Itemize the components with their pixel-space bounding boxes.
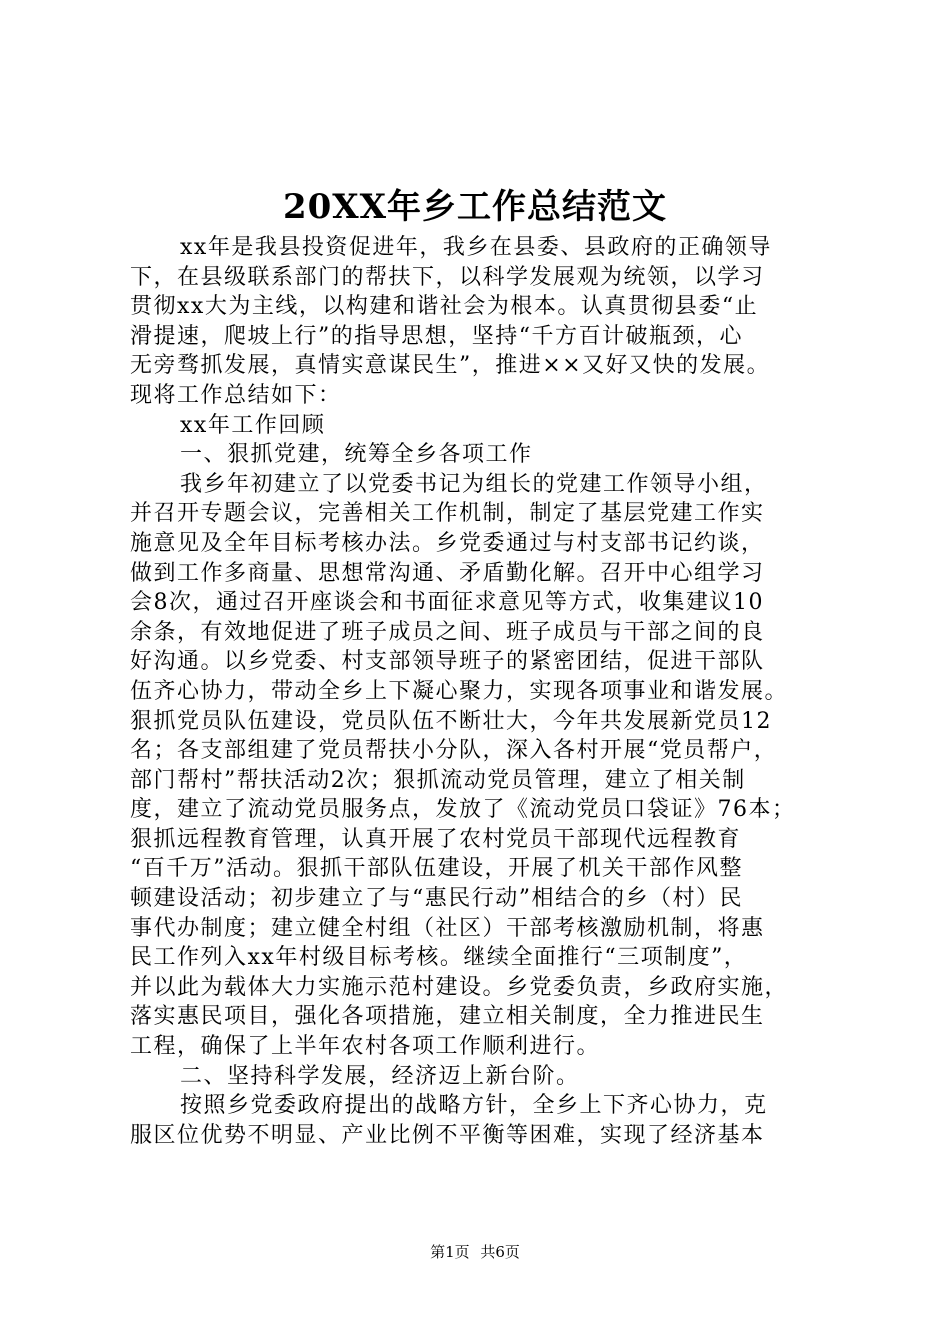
paragraph-line: 顿建设活动；初步建立了与“惠民行动”相结合的乡（村）民 — [130, 886, 743, 912]
paragraph-line: 民工作列入xx年村级目标考核。继续全面推行“三项制度”， — [130, 945, 748, 971]
section-heading: xx年工作回顾 — [180, 412, 326, 438]
page-footer — [0, 1242, 950, 1262]
paragraph-line: 工程，确保了上半年农村各项工作顺利进行。 — [130, 1034, 601, 1060]
paragraph-line: 并召开专题会议，完善相关工作机制，制定了基层党建工作实 — [130, 501, 765, 527]
paragraph-line: 事代办制度；建立健全村组（社区）干部考核激励机制，将惠 — [130, 915, 765, 941]
paragraph-line: 狠抓远程教育管理，认真开展了农村党员干部现代远程教育 — [130, 826, 742, 852]
paragraph-line: 无旁骛抓发展，真情实意谋民生”，推进××又好又快的发展。 — [130, 353, 771, 379]
paragraph-line: 伍齐心协力，带动全乡上下凝心聚力，实现各项事业和谐发展。 — [130, 678, 789, 704]
page-number: 第1页 — [430, 1243, 470, 1261]
paragraph-line: xx年是我县投资促进年，我乡在县委、县政府的正确领导 — [180, 235, 772, 260]
paragraph-line: 好沟通。以乡党委、村支部领导班子的紧密团结，促进干部队 — [130, 649, 765, 675]
paragraph-line: 贯彻xx大为主线，以构建和谐社会为根本。认真贯彻县委“止 — [130, 294, 759, 320]
page-total: 共6页 — [480, 1243, 520, 1261]
paragraph-line: 服区位优势不明显、产业比例不平衡等困难，实现了经济基本 — [130, 1122, 765, 1148]
paragraph-line: 并以此为载体大力实施示范村建设。乡党委负责，乡政府实施， — [130, 974, 789, 1000]
paragraph-line: 部门帮村”帮扶活动2次；狠抓流动党员管理，建立了相关制 — [130, 767, 746, 793]
paragraph-line: 度，建立了流动党员服务点，发放了《流动党员口袋证》76本； — [130, 797, 796, 823]
paragraph-line: 落实惠民项目，强化各项措施，建立相关制度，全力推进民生 — [130, 1004, 765, 1030]
paragraph-line: 余条，有效地促进了班子成员之间、班子成员与干部之间的良 — [130, 619, 765, 645]
paragraph-line: 滑提速，爬坡上行”的指导思想，坚持“千方百计破瓶颈，心 — [130, 323, 743, 349]
paragraph-line: 我乡年初建立了以党委书记为组长的党建工作领导小组， — [180, 471, 768, 497]
paragraph-line: 会8次，通过召开座谈会和书面征求意见等方式，收集建议10 — [130, 590, 764, 616]
paragraph-line: 狠抓党员队伍建设，党员队伍不断壮大，今年共发展新党员12 — [130, 708, 772, 734]
paragraph-line: 做到工作多商量、思想常沟通、矛盾勤化解。召开中心组学习 — [130, 560, 765, 586]
paragraph-line: 施意见及全年目标考核办法。乡党委通过与村支部书记约谈， — [130, 530, 765, 556]
paragraph-line: 名；各支部组建了党员帮扶小分队，深入各村开展“党员帮户， — [130, 738, 778, 764]
paragraph-line: “百千万”活动。狠抓干部队伍建设，开展了机关干部作风整 — [130, 856, 743, 882]
document-title: 20XX年乡工作总结范文 — [282, 187, 668, 227]
document-body — [130, 233, 850, 1150]
section-heading: 一、狠抓党建，统筹全乡各项工作 — [180, 442, 533, 468]
paragraph-line: 现将工作总结如下： — [130, 382, 342, 408]
paragraph-line: 下，在县级联系部门的帮扶下，以科学发展观为统领，以学习 — [130, 264, 765, 290]
section-heading: 二、坚持科学发展，经济迈上新台阶。 — [180, 1063, 580, 1089]
paragraph-line: 按照乡党委政府提出的战略方针，全乡上下齐心协力，克 — [180, 1093, 768, 1119]
